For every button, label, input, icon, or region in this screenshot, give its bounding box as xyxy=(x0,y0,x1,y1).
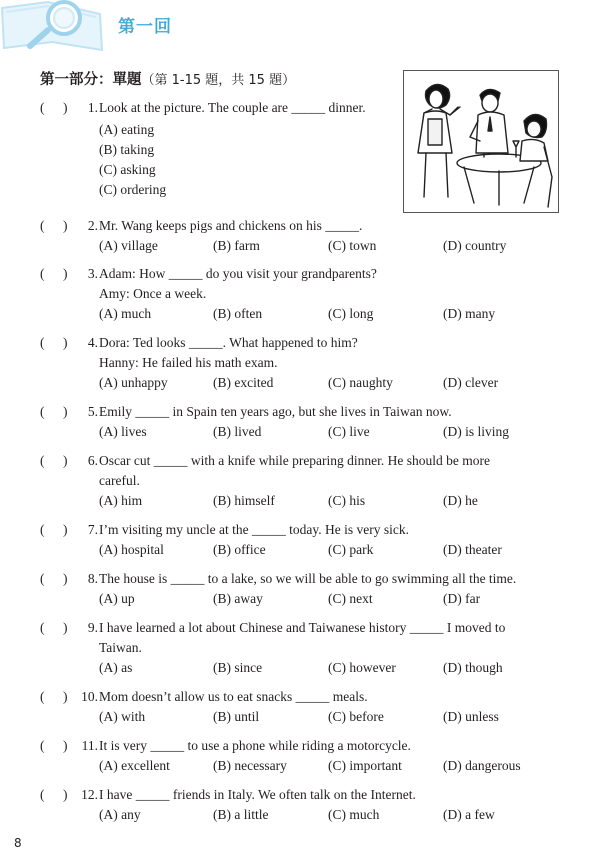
question-number: 10. xyxy=(81,689,98,704)
question-number: 12. xyxy=(81,787,98,802)
page-number: 8 xyxy=(14,836,22,850)
question-number: 1. xyxy=(87,100,98,115)
option-b: (B) often xyxy=(213,306,263,321)
question-stem xyxy=(99,687,559,707)
stem-line: Mr. Wang keeps pigs and chickens on his _____. xyxy=(99,218,363,233)
question-number: 6. xyxy=(87,453,98,468)
question-number: 11. xyxy=(81,738,98,753)
option-c: (C) much xyxy=(328,807,380,822)
paren-open: ( xyxy=(40,787,45,802)
question-number: 4. xyxy=(87,335,98,350)
option-b: (B) farm xyxy=(213,238,260,253)
paren-open: ( xyxy=(40,522,45,537)
stem-line: Hanny: He failed his math exam. xyxy=(99,355,278,370)
option-b: (B) office xyxy=(213,542,266,557)
option-a: (A) him xyxy=(99,493,143,508)
section-title-main: 第一部分：單題 xyxy=(40,72,142,88)
question-number: 8. xyxy=(87,571,98,586)
option-a: (A) up xyxy=(99,591,135,606)
option-c: (C) park xyxy=(328,542,374,557)
option-b: (B) himself xyxy=(213,493,275,508)
option-a: (A) much xyxy=(99,306,152,321)
paren-open: ( xyxy=(40,620,45,635)
stem-line: I’m visiting my uncle at the _____ today. He is very sick. xyxy=(99,522,409,537)
option-a: (A) unhappy xyxy=(99,375,168,390)
option-d: (D) many xyxy=(443,306,496,321)
paren-open: ( xyxy=(40,689,45,704)
option-d: (D) a few xyxy=(443,807,495,822)
option-d: (D) unless xyxy=(443,709,499,724)
question-stem xyxy=(99,264,559,304)
option-b: (B) away xyxy=(213,591,263,606)
question-number: 5. xyxy=(87,404,98,419)
option-b: (B) until xyxy=(213,709,260,724)
paren-open: ( xyxy=(40,738,45,753)
option-b: (B) a little xyxy=(213,807,269,822)
question-number: 2. xyxy=(87,218,98,233)
paren-close: ) xyxy=(63,335,68,350)
section-title xyxy=(40,68,295,89)
book-logo-icon xyxy=(0,0,110,55)
paren-open: ( xyxy=(40,404,45,419)
paren-close: ) xyxy=(63,571,68,586)
question-number: 9. xyxy=(87,620,98,635)
option-a: (A) as xyxy=(99,660,133,675)
option-d: (D) theater xyxy=(443,542,502,557)
option-a: (A) village xyxy=(99,238,158,253)
option-d: (D) is living xyxy=(443,424,509,439)
stem-line: Mom doesn’t allow us to eat snacks _____ meals. xyxy=(99,689,368,704)
option-a: (A) any xyxy=(99,807,141,822)
paren-close: ) xyxy=(63,100,68,115)
stem-line: I have _____ friends in Italy. We often talk on the Internet. xyxy=(99,787,416,802)
option-c: (C) next xyxy=(328,591,373,606)
paren-close: ) xyxy=(63,266,68,281)
question-stem xyxy=(99,785,559,805)
option-d: (D) he xyxy=(443,493,478,508)
option-c: (C) important xyxy=(328,758,402,773)
question-stem xyxy=(99,402,559,422)
option-b: (B) necessary xyxy=(213,758,287,773)
option-b: (B) taking xyxy=(99,142,155,157)
round-title: 第一回 xyxy=(118,17,172,37)
paren-close: ) xyxy=(63,522,68,537)
paren-open: ( xyxy=(40,218,45,233)
question-stem xyxy=(99,618,559,658)
question-number: 7. xyxy=(87,522,98,537)
question-number: 3. xyxy=(87,266,98,281)
paren-open: ( xyxy=(40,453,45,468)
question-stem xyxy=(99,569,559,589)
paren-open: ( xyxy=(40,266,45,281)
paren-close: ) xyxy=(63,404,68,419)
paren-open: ( xyxy=(40,100,45,115)
paren-close: ) xyxy=(63,218,68,233)
stem-line: Oscar cut _____ with a knife while preparing dinner. He should be more xyxy=(99,453,491,468)
option-a: (A) excellent xyxy=(99,758,170,773)
option-d: (D) far xyxy=(443,591,481,606)
option-c: (C) however xyxy=(328,660,396,675)
stem-line: Look at the picture. The couple are _____ dinner. xyxy=(99,100,366,115)
option-d: (D) though xyxy=(443,660,503,675)
question-stem xyxy=(99,736,559,756)
option-a: (A) lives xyxy=(99,424,147,439)
paren-close: ) xyxy=(63,620,68,635)
option-a: (A) eating xyxy=(99,122,155,137)
option-c: (C) his xyxy=(328,493,366,508)
paren-close: ) xyxy=(63,689,68,704)
stem-line: The house is _____ to a lake, so we will be able to go swimming all the time. xyxy=(99,571,517,586)
question-stem xyxy=(99,333,559,373)
option-a: (A) with xyxy=(99,709,146,724)
stem-line: Emily _____ in Spain ten years ago, but she lives in Taiwan now. xyxy=(99,404,452,419)
option-d: (C) ordering xyxy=(99,182,167,197)
option-b: (B) since xyxy=(213,660,263,675)
section-subtitle: （第 1-15 題，共 15 題） xyxy=(141,73,296,88)
paren-close: ) xyxy=(63,787,68,802)
dinner-illustration xyxy=(403,70,559,213)
option-c: (C) before xyxy=(328,709,384,724)
paren-open: ( xyxy=(40,335,45,350)
paren-close: ) xyxy=(63,738,68,753)
stem-line: I have learned a lot about Chinese and Taiwanese history _____ I moved to xyxy=(99,620,506,635)
option-c: (C) naughty xyxy=(328,375,393,390)
option-c: (C) long xyxy=(328,306,374,321)
paren-open: ( xyxy=(40,571,45,586)
question-stem xyxy=(99,98,559,118)
option-a: (A) hospital xyxy=(99,542,164,557)
question-stem xyxy=(99,451,559,491)
option-c: (C) town xyxy=(328,238,377,253)
option-c: (C) live xyxy=(328,424,370,439)
option-b: (B) excited xyxy=(213,375,274,390)
option-c: (C) asking xyxy=(99,162,156,177)
option-d: (D) dangerous xyxy=(443,758,521,773)
stem-line: Amy: Once a week. xyxy=(99,286,207,301)
stem-line: It is very _____ to use a phone while riding a motorcycle. xyxy=(99,738,411,753)
stem-line: Adam: How _____ do you visit your grandparents? xyxy=(99,266,377,281)
paren-close: ) xyxy=(63,453,68,468)
option-d: (D) country xyxy=(443,238,507,253)
stem-line: Dora: Ted looks _____. What happened to him? xyxy=(99,335,358,350)
stem-line: careful. xyxy=(99,473,140,488)
stem-line: Taiwan. xyxy=(99,640,142,655)
option-b: (B) lived xyxy=(213,424,262,439)
question-stem xyxy=(99,520,559,540)
option-d: (D) clever xyxy=(443,375,499,390)
question-stem xyxy=(99,216,559,236)
